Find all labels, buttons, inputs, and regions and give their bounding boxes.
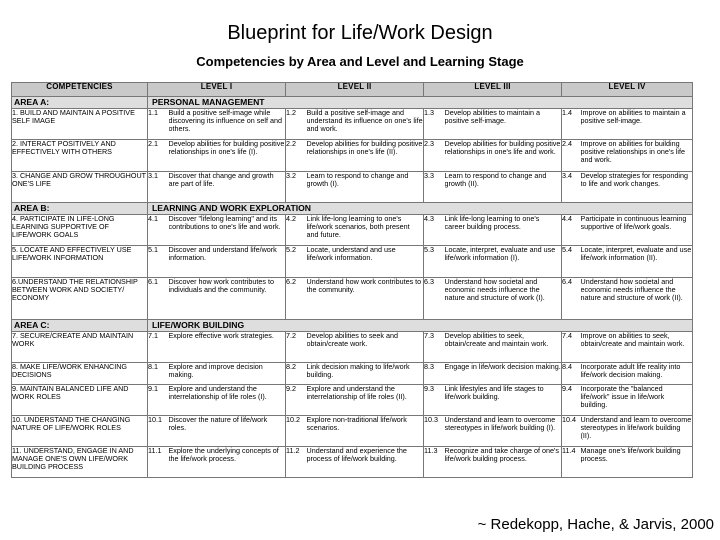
outcome-text: Develop abilities to seek and obtain/create work. [307, 332, 424, 363]
outcome-text: Link lifestyles and life stages to life/work building. [445, 385, 562, 416]
outcome-text: Develop abilities to maintain a positive self-image. [445, 109, 562, 140]
competency-cell: 8. MAKE LIFE/WORK ENHANCING DECISIONS [12, 363, 148, 385]
outcome-text: Understand and learn to overcome stereotypes in life/work building (I). [445, 416, 562, 447]
area-code: AREA B: [12, 203, 148, 215]
outcome-number: 10.4 [562, 416, 581, 447]
area-code: AREA A: [12, 97, 148, 109]
outcome-number: 9.2 [286, 385, 307, 416]
competency-cell: 7. SECURE/CREATE AND MAINTAIN WORK [12, 332, 148, 363]
outcome-text: Improve on abilities to seek, obtain/create and maintain work. [581, 332, 693, 363]
outcome-number: 1.2 [286, 109, 307, 140]
table-row [12, 172, 693, 203]
outcome-number: 8.4 [562, 363, 581, 385]
competency-cell: 2. INTERACT POSITIVELY AND EFFECTIVELY WITH OTHERS [12, 140, 148, 172]
outcome-number: 6.2 [286, 278, 307, 320]
competency-cell: 9. MAINTAIN BALANCED LIFE AND WORK ROLES [12, 385, 148, 416]
outcome-text: Link decision making to life/work building. [307, 363, 424, 385]
outcome-number: 2.2 [286, 140, 307, 172]
outcome-text: Develop strategies for responding to life and work changes. [581, 172, 693, 203]
competency-cell: 1. BUILD AND MAINTAIN A POSITIVE SELF IMAGE [12, 109, 148, 140]
table-row [12, 109, 693, 140]
outcome-text: Discover the nature of life/work roles. [169, 416, 286, 447]
header-level-3: LEVEL III [424, 83, 562, 97]
outcome-number: 11.2 [286, 447, 307, 478]
area-header-row [12, 203, 693, 215]
outcome-text: Discover and understand life/work information. [169, 246, 286, 278]
outcome-number: 2.1 [148, 140, 169, 172]
outcome-text: Develop abilities for building positive relationships in one's life (I). [169, 140, 286, 172]
competency-cell: 6.UNDERSTAND THE RELATIONSHIP BETWEEN WORK AND SOCIETY/ ECONOMY [12, 278, 148, 320]
outcome-number: 7.3 [424, 332, 445, 363]
page-title: Blueprint for Life/Work Design [227, 22, 493, 44]
outcome-number: 3.4 [562, 172, 581, 203]
outcome-number: 7.4 [562, 332, 581, 363]
competency-table [11, 82, 693, 478]
outcome-number: 3.2 [286, 172, 307, 203]
table-row [12, 447, 693, 478]
area-header-row [12, 320, 693, 332]
table-row [12, 246, 693, 278]
outcome-number: 3.1 [148, 172, 169, 203]
header-competencies: COMPETENCIES [12, 83, 148, 97]
area-name: LIFE/WORK BUILDING [148, 320, 693, 332]
outcome-text: Explore and improve decision making. [169, 363, 286, 385]
table-row [12, 140, 693, 172]
table-row [12, 278, 693, 320]
outcome-text: Link life-long learning to one's career building process. [445, 215, 562, 246]
outcome-text: Understand and learn to overcome stereotypes in life/work building (II). [581, 416, 693, 447]
outcome-number: 3.3 [424, 172, 445, 203]
outcome-text: Locate, interpret, evaluate and use life/work information (I). [445, 246, 562, 278]
outcome-text: Explore effective work strategies. [169, 332, 286, 363]
outcome-text: Discover "lifelong learning" and its contributions to one's life and work. [169, 215, 286, 246]
outcome-text: Explore and understand the interrelationship of life roles (II). [307, 385, 424, 416]
outcome-number: 5.1 [148, 246, 169, 278]
outcome-number: 5.4 [562, 246, 581, 278]
outcome-number: 9.1 [148, 385, 169, 416]
outcome-number: 2.3 [424, 140, 445, 172]
outcome-text: Understand how societal and economic needs influence the nature and structure of work (II). [581, 278, 693, 320]
outcome-text: Link life-long learning to one's life/work scenarios, both present and future. [307, 215, 424, 246]
competency-cell: 4. PARTICIPATE IN LIFE-LONG LEARNING SUPPORTIVE OF LIFE/WORK GOALS [12, 215, 148, 246]
outcome-text: Locate, understand and use life/work information. [307, 246, 424, 278]
outcome-number: 6.4 [562, 278, 581, 320]
outcome-text: Improve on abilities to maintain a positive self-image. [581, 109, 693, 140]
outcome-number: 8.1 [148, 363, 169, 385]
competency-cell: 3. CHANGE AND GROW THROUGHOUT ONE'S LIFE [12, 172, 148, 203]
outcome-number: 5.2 [286, 246, 307, 278]
table-row [12, 416, 693, 447]
outcome-text: Understand and experience the process of life/work building. [307, 447, 424, 478]
competency-cell: 11. UNDERSTAND, ENGAGE IN AND MANAGE ONE'S OWN LIFE/WORK BUILDING PROCESS [12, 447, 148, 478]
outcome-number: 5.3 [424, 246, 445, 278]
outcome-number: 7.2 [286, 332, 307, 363]
outcome-text: Explore the underlying concepts of the life/work process. [169, 447, 286, 478]
outcome-text: Engage in life/work decision making. [445, 363, 562, 385]
outcome-text: Understand how work contributes to the community. [307, 278, 424, 320]
outcome-number: 1.1 [148, 109, 169, 140]
outcome-text: Participate in continuous learning supportive of life/work goals. [581, 215, 693, 246]
outcome-text: Incorporate adult life reality into life/work decision making. [581, 363, 693, 385]
outcome-text: Incorporate the "balanced life/work" issue in life/work building. [581, 385, 693, 416]
area-code: AREA C: [12, 320, 148, 332]
outcome-number: 4.1 [148, 215, 169, 246]
area-header-row [12, 97, 693, 109]
outcome-number: 1.3 [424, 109, 445, 140]
outcome-number: 7.1 [148, 332, 169, 363]
area-name: PERSONAL MANAGEMENT [148, 97, 693, 109]
outcome-number: 10.3 [424, 416, 445, 447]
outcome-text: Improve on abilities for building positive relationships in one's life and work. [581, 140, 693, 172]
outcome-number: 9.4 [562, 385, 581, 416]
outcome-number: 11.1 [148, 447, 169, 478]
outcome-number: 2.4 [562, 140, 581, 172]
competency-cell: 10. UNDERSTAND THE CHANGING NATURE OF LIFE/WORK ROLES [12, 416, 148, 447]
header-level-4: LEVEL IV [562, 83, 693, 97]
table-row [12, 332, 693, 363]
outcome-text: Develop abilities to seek, obtain/create and maintain work. [445, 332, 562, 363]
outcome-text: Explore non-traditional life/work scenarios. [307, 416, 424, 447]
outcome-text: Learn to respond to change and growth (II). [445, 172, 562, 203]
page-subtitle: Competencies by Area and Level and Learning Stage [196, 54, 524, 69]
outcome-text: Build a positive self-image while discovering its influence on self and others. [169, 109, 286, 140]
table-row [12, 385, 693, 416]
outcome-number: 11.3 [424, 447, 445, 478]
outcome-text: Develop abilities for building positive relationships in one's life and work. [445, 140, 562, 172]
outcome-number: 4.4 [562, 215, 581, 246]
outcome-number: 4.2 [286, 215, 307, 246]
outcome-number: 1.4 [562, 109, 581, 140]
outcome-number: 6.1 [148, 278, 169, 320]
outcome-text: Understand how societal and economic needs influence the nature and structure of work (I). [445, 278, 562, 320]
outcome-text: Locate, interpret, evaluate and use life/work information (II). [581, 246, 693, 278]
table-body [12, 97, 693, 478]
competency-cell: 5. LOCATE AND EFFECTIVELY USE LIFE/WORK INFORMATION [12, 246, 148, 278]
outcome-text: Discover how work contributes to individuals and the community. [169, 278, 286, 320]
header-level-2: LEVEL II [286, 83, 424, 97]
header-level-1: LEVEL I [148, 83, 286, 97]
outcome-number: 10.1 [148, 416, 169, 447]
area-name: LEARNING AND WORK EXPLORATION [148, 203, 693, 215]
outcome-number: 6.3 [424, 278, 445, 320]
table-header-row [12, 83, 693, 97]
outcome-number: 10.2 [286, 416, 307, 447]
outcome-text: Manage one's life/work building process. [581, 447, 693, 478]
outcome-text: Discover that change and growth are part of life. [169, 172, 286, 203]
outcome-number: 9.3 [424, 385, 445, 416]
outcome-text: Learn to respond to change and growth (I). [307, 172, 424, 203]
outcome-number: 11.4 [562, 447, 581, 478]
outcome-number: 4.3 [424, 215, 445, 246]
outcome-text: Build a positive self-image and understand its influence on one's life and work. [307, 109, 424, 140]
outcome-number: 8.3 [424, 363, 445, 385]
outcome-text: Recognize and take charge of one's life/work building process. [445, 447, 562, 478]
table-row [12, 363, 693, 385]
outcome-number: 8.2 [286, 363, 307, 385]
outcome-text: Explore and understand the interrelationship of life roles (I). [169, 385, 286, 416]
outcome-text: Develop abilities for building positive relationships in one's life (II). [307, 140, 424, 172]
table-row [12, 215, 693, 246]
citation: ~ Redekopp, Hache, & Jarvis, 2000 [477, 516, 714, 533]
